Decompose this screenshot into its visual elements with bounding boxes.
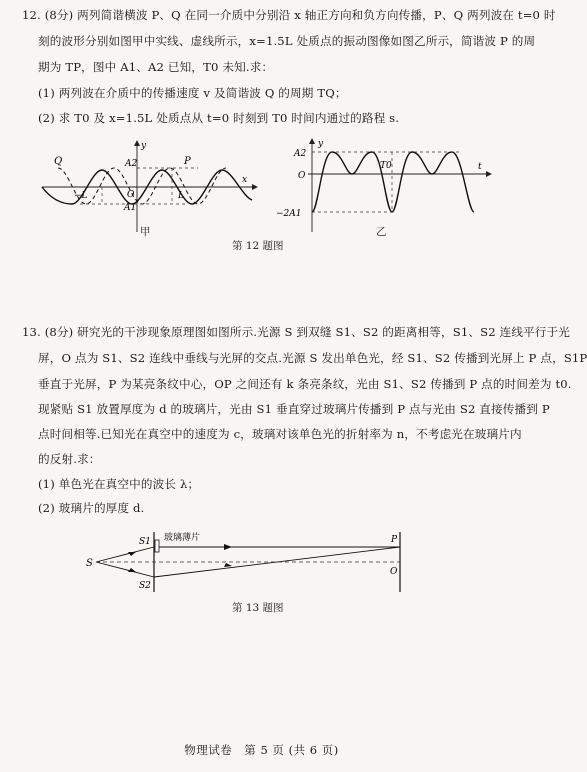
q13-figure-caption: 第 13 题图	[232, 602, 284, 614]
label-t: t	[478, 162, 482, 172]
q12-line-5: (2) 求 T0 及 x=1.5L 处质点从 t=0 时刻到 T0 时间内通过的路程 s.	[38, 111, 400, 125]
label-p: P	[184, 156, 191, 167]
label-s2: S2	[139, 581, 151, 591]
y-axis-arrow	[309, 138, 315, 144]
q13-line-7: (1) 单色光在真空中的波长 λ；	[38, 477, 200, 491]
q12-line-2: 刻的波形分别如图甲中实线、虚线所示，x=1.5L 处质点的振动图像如图乙所示，简谐波 P 的周	[38, 34, 536, 48]
q13-line-8: (2) 玻璃片的厚度 d.	[38, 501, 145, 515]
arrow-2	[128, 568, 136, 572]
glass-sheet	[155, 540, 159, 552]
q13-line-2: 屏，O 点为 S1、S2 连线中垂线与光屏的交点.光源 S 发出单色光，经 S1、S2 传播到光屏上 P 点，S1P	[38, 351, 587, 365]
label-glass: 玻璃薄片	[164, 533, 201, 543]
q13-line-3: 垂直于光屏，P 为某亮条纹中心，OP 之间还有 k 条亮条纹，光由 S1、S2 传播到 P 点的时间差为 t0.	[38, 377, 572, 391]
q12-figure-caption: 第 12 题图	[232, 240, 284, 252]
label-origin: O	[298, 171, 306, 181]
figure-yi-caption: 乙	[376, 226, 387, 238]
label-x: x	[242, 175, 248, 185]
label-s: S	[86, 558, 93, 569]
q13-line-4: 现紧贴 S1 放置厚度为 d 的玻璃片，光由 S1 垂直穿过玻璃片传播到 P 点与光由 S2 直接传播到 P	[38, 402, 550, 416]
figure-yi	[272, 136, 494, 236]
arrow-3	[224, 544, 232, 550]
q13-line-1: 13. (8分) 研究光的干涉现象原理图如图所示.光源 S 到双缝 S1、S2 的距离相等，S1、S2 连线平行于光	[22, 325, 571, 339]
label-q: Q	[54, 156, 63, 167]
q12-line-3: 期为 TP，图中 A1、A2 已知，T0 未知.求：	[38, 60, 274, 74]
arrow-4	[224, 563, 232, 567]
q12-line-4: (1) 两列波在介质中的传播速度 v 及简谐波 Q 的周期 TQ；	[38, 86, 347, 100]
x-axis-arrow	[252, 184, 258, 190]
figure-13	[84, 530, 424, 596]
y-axis-arrow	[134, 140, 140, 146]
label-y: y	[141, 141, 147, 151]
page-footer: 物理试卷 第 5 页 (共 6 页)	[184, 743, 339, 757]
label-a2: A2	[125, 159, 138, 169]
q12-line-1: 12. (8分) 两列简谐横波 P、Q 在同一介质中分别沿 x 轴正方向和负方向传播，P、Q 两列波在 t=0 时	[22, 8, 556, 22]
figure-jia-caption: 甲	[140, 226, 151, 238]
label-p: P	[391, 535, 398, 545]
label-origin: O	[127, 190, 135, 200]
label-neg-l: −L	[74, 191, 88, 201]
q13-line-5: 点时间相等.已知光在真空中的速度为 c，玻璃对该单色光的折射率为 n，不考虑光在玻璃片内	[38, 427, 522, 441]
label-o: O	[390, 567, 398, 577]
arrow-1	[128, 552, 136, 556]
q13-line-6: 的反射.求：	[38, 452, 101, 466]
label-neg2a1: −2A1	[276, 209, 302, 219]
ray-s-s2	[96, 562, 154, 577]
label-y: y	[318, 139, 324, 149]
figure-jia	[38, 138, 260, 236]
t-axis-arrow	[486, 171, 492, 177]
label-a1: A1	[124, 203, 137, 213]
ray-s-s1	[96, 547, 154, 562]
label-s1: S1	[139, 537, 151, 547]
vibration-curve	[312, 152, 474, 212]
label-l: L	[178, 191, 184, 201]
label-a2: A2	[294, 149, 307, 159]
label-t0: T0	[380, 161, 392, 171]
